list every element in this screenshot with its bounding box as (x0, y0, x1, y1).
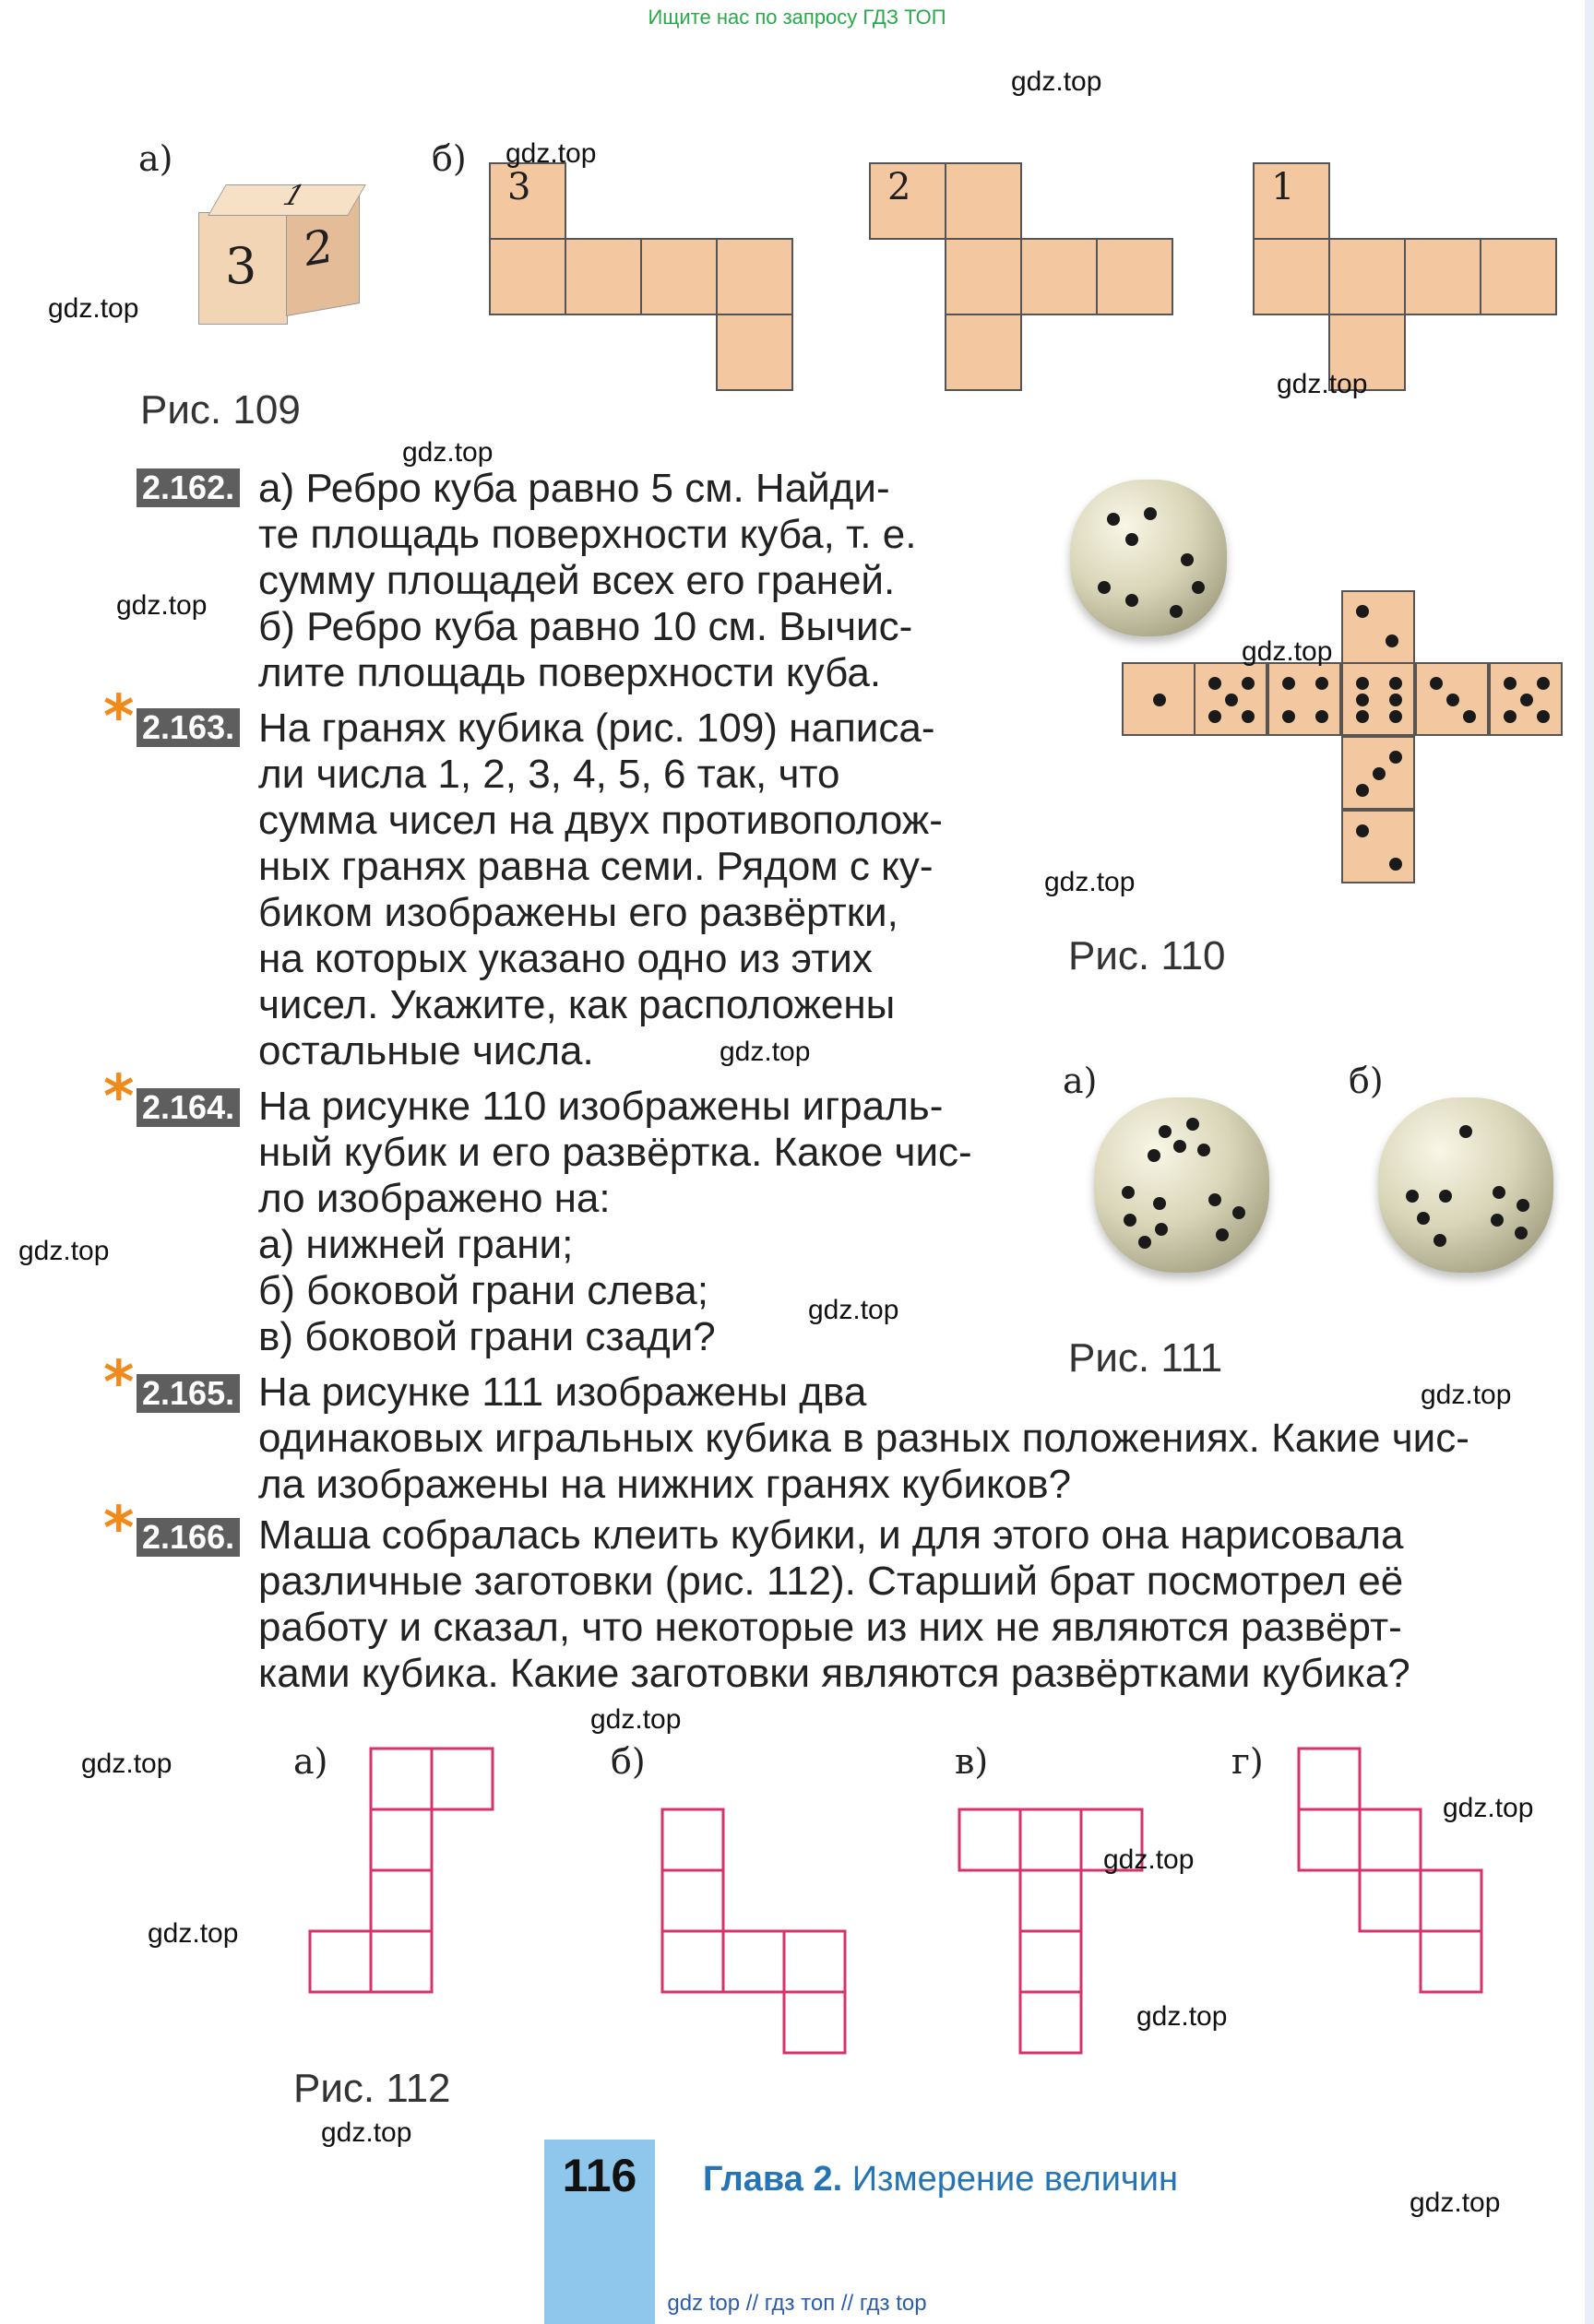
watermark: gdz.top (506, 138, 597, 169)
watermark: gdz.top (48, 293, 139, 324)
fig111-caption: Рис. 111 (1068, 1335, 1223, 1381)
watermark: gdz.top (321, 2117, 412, 2148)
star-icon: * (103, 1495, 135, 1563)
cube-side-face: 2 (286, 191, 360, 316)
task-2163-line-1: На гранях кубика (рис. 109) написа- (258, 706, 935, 751)
task-2162-line-1: а) Ребро куба равно 5 см. Найди- (258, 466, 890, 511)
task-2163-line-2: ли числа 1, 2, 3, 4, 5, 6 так, что (258, 752, 840, 797)
chapter-label: Глава 2. (703, 2160, 843, 2199)
watermark: gdz.top (720, 1037, 811, 1067)
watermark: gdz.top (1011, 66, 1102, 97)
star-icon: * (103, 683, 135, 752)
watermark: gdz.top (1136, 2001, 1228, 2032)
watermark: gdz.top (1044, 867, 1136, 897)
chapter-name: Измерение величин (851, 2160, 1178, 2199)
task-2164-line-5: б) боковой грани слева; (258, 1268, 708, 1313)
watermark: gdz.top (1443, 1793, 1534, 1823)
task-2166-line-2: различные заготовки (рис. 112). Старший брат посмотрел её (258, 1559, 1404, 1604)
fig111-label-b: б) (1349, 1061, 1384, 1101)
task-2164-line-4: а) нижней грани; (258, 1222, 574, 1267)
watermark: gdz.top (1242, 636, 1333, 667)
cube-front-face: 3 (198, 212, 288, 325)
net-cell: 1 (1253, 162, 1330, 240)
fig112-net-g (1299, 1749, 1481, 1992)
chapter-title (703, 2160, 1178, 2200)
watermark: gdz.top (402, 437, 494, 468)
fig112-label-g: г) (1231, 1741, 1264, 1782)
star-icon: * (103, 1063, 135, 1132)
task-2165-line-2: одинаковых игральных кубика в разных положениях. Какие чис- (258, 1416, 1469, 1461)
cube-top-face: 1 (208, 184, 366, 216)
bottom-links[interactable]: gdz top // гдз топ // гдз top (667, 2291, 927, 2316)
fig109-label-a: а) (138, 138, 173, 179)
watermark: gdz.top (1421, 1380, 1512, 1410)
watermark: gdz.top (1277, 369, 1368, 399)
fig112-label-v: в) (955, 1741, 989, 1782)
task-2163-number: 2.163. (137, 708, 240, 747)
fig111-label-a: а) (1063, 1061, 1098, 1101)
task-2163-line-5: биком изображены его развёртки, (258, 890, 898, 935)
task-2164-number: 2.164. (137, 1088, 240, 1127)
watermark: gdz.top (1410, 2188, 1501, 2218)
task-2166-number: 2.166. (137, 1518, 240, 1557)
task-2163-line-3: сумма чисел на двух противополож- (258, 798, 943, 843)
task-2162-number: 2.162. (137, 468, 240, 507)
fig112-net-a (310, 1749, 493, 1992)
task-2162-line-4: б) Ребро куба равно 10 см. Вычис- (258, 604, 913, 649)
watermark: gdz.top (18, 1236, 110, 1266)
net-cell: 3 (489, 162, 566, 240)
task-2162-line-5: лите площадь поверхности куба. (258, 650, 882, 695)
task-2166-line-1: Маша собралась клеить кубики, и для этого она нарисовала (258, 1512, 1404, 1558)
task-2166-line-4: ками кубика. Какие заготовки являются развёртками кубика? (258, 1651, 1410, 1696)
task-2164-line-6: в) боковой грани сзади? (258, 1314, 716, 1359)
page-number: 116 (562, 2150, 637, 2201)
task-2162-line-3: сумму площадей всех его граней. (258, 558, 896, 603)
net-cell: 2 (869, 162, 946, 240)
task-2163-line-8: остальные числа. (258, 1028, 594, 1073)
top-banner[interactable]: Ищите нас по запросу ГДЗ ТОП (648, 6, 946, 29)
task-2164-line-2: ный кубик и его развёртка. Какое чис- (258, 1130, 972, 1175)
star-icon: * (103, 1349, 135, 1417)
watermark: gdz.top (81, 1749, 172, 1779)
fig109-label-b: б) (432, 138, 467, 179)
task-2164-line-1: На рисунке 110 изображены играль- (258, 1084, 944, 1129)
fig109-caption: Рис. 109 (140, 387, 301, 433)
fig112-caption: Рис. 112 (293, 2066, 451, 2111)
task-2162-line-2: те площадь поверхности куба, т. е. (258, 512, 917, 557)
task-2165-number: 2.165. (137, 1374, 240, 1413)
task-2164-line-3: ло изображено на: (258, 1176, 611, 1221)
watermark: gdz.top (116, 590, 208, 621)
watermark: gdz.top (1103, 1844, 1195, 1875)
task-2163-line-7: чисел. Укажите, как расположены (258, 982, 896, 1027)
task-2163-line-6: на которых указано одно из этих (258, 936, 873, 981)
watermark: gdz.top (808, 1295, 899, 1325)
fig112-label-a: а) (293, 1741, 328, 1782)
task-2166-line-3: работу и сказал, что некоторые из них не являются развёрт- (258, 1605, 1402, 1650)
fig112-net-b (662, 1809, 845, 2053)
watermark: gdz.top (590, 1704, 682, 1735)
watermark: gdz.top (148, 1918, 239, 1949)
fig112-label-b: б) (611, 1741, 646, 1782)
task-2165-line-1: На рисунке 111 изображены два (258, 1370, 867, 1415)
fig110-caption: Рис. 110 (1068, 933, 1226, 978)
task-2165-line-3: ла изображены на нижних гранях кубиков? (258, 1462, 1072, 1507)
task-2163-line-4: ных гранях равна семи. Рядом с ку- (258, 844, 934, 889)
